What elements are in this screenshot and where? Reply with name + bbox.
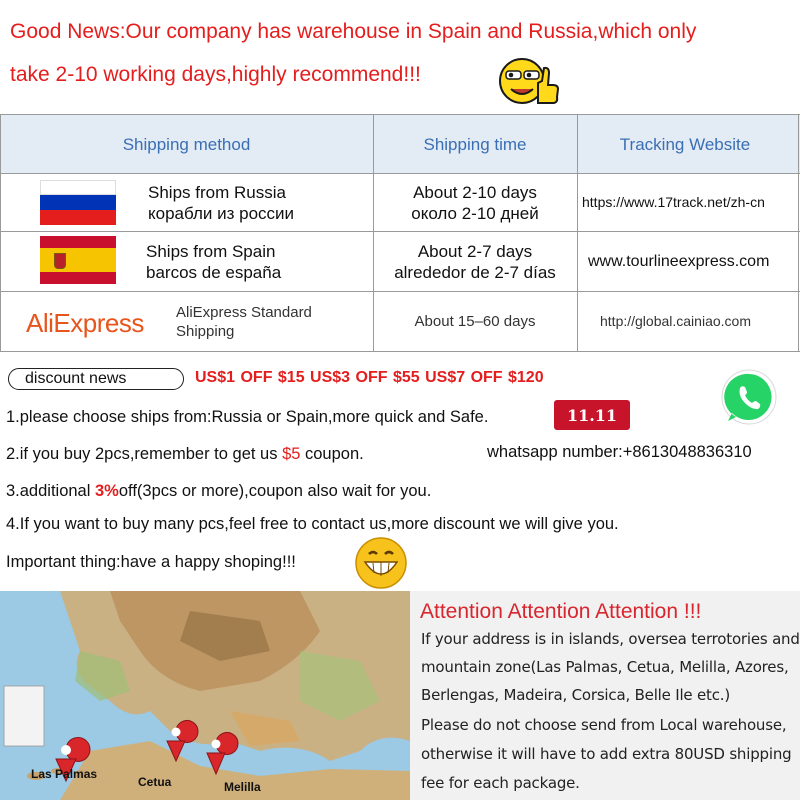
note-3: [6, 482, 431, 501]
method-cell: [148, 174, 294, 231]
method-line-1: AliExpress Standard: [176, 303, 312, 321]
tracking-link[interactable]: https://www.17track.net/zh-cn: [582, 194, 765, 210]
attention-line: fee for each package.: [421, 774, 580, 792]
time-line-2: alrededor de 2-7 días: [394, 262, 556, 282]
header-shipping-method: Shipping method: [122, 135, 251, 154]
attention-line: otherwise it will have to add extra 80USD shipping: [421, 745, 792, 763]
note-2: [6, 445, 364, 464]
method-cell: [146, 232, 281, 291]
attention-title: Attention Attention Attention !!!: [420, 600, 702, 623]
note-4: 4.If you want to buy many pcs,feel free to contact us,more discount we will give you.: [6, 515, 619, 533]
header-tracking-website: Tracking Website: [619, 135, 751, 154]
method-line-2: Shipping: [176, 322, 235, 340]
method-line-1: Ships from Spain: [146, 241, 276, 261]
note-3-percent: 3%: [95, 482, 119, 500]
thumbs-up-smiley-icon: [498, 53, 560, 109]
spain-flag-icon: [40, 236, 116, 284]
attention-line: Please do not choose send from Local warehouse,: [421, 716, 787, 734]
time-cell: [373, 174, 577, 231]
table-divider: [373, 114, 374, 352]
whatsapp-icon: [720, 368, 778, 426]
grinning-face-icon: [354, 536, 408, 590]
double-eleven-label: 11.11: [566, 405, 618, 425]
double-eleven-badge: [554, 400, 630, 430]
method-line-2: barcos de españa: [146, 262, 282, 282]
tracking-site-cell: [588, 232, 798, 291]
attention-line: Berlengas, Madeira, Corsica, Belle Ile etc.): [421, 686, 730, 704]
time-line-1: About 2-7 days: [417, 241, 533, 261]
note-2-prefix: 2.if you buy 2pcs,remember to get us: [6, 445, 283, 463]
time-line-1: About 15–60 days: [414, 313, 536, 330]
note-2-suffix: coupon.: [300, 445, 364, 463]
table-divider: [577, 114, 578, 352]
whatsapp-number: whatsapp number:+8613048836310: [487, 443, 752, 461]
method-line-1: Ships from Russia: [148, 182, 286, 202]
note-2-amount: $5: [282, 445, 301, 463]
map-label-cetua: Cetua: [138, 775, 172, 789]
discount-offers: US$1 OFF $15 US$3 OFF $55 US$7 OFF $120: [195, 369, 544, 386]
table-divider: [0, 114, 1, 352]
table-header-row: [0, 114, 800, 174]
time-cell: [373, 232, 577, 291]
attention-line: If your address is in islands, oversea terrotories and: [421, 630, 800, 648]
header-shipping-time: Shipping time: [423, 135, 527, 154]
table-row: [0, 174, 800, 232]
method-cell: [176, 292, 312, 351]
note-1: 1.please choose ships from:Russia or Spain,more quick and Safe.: [6, 408, 489, 426]
table-divider: [798, 114, 799, 352]
aliexpress-logo: AliExpress: [26, 308, 144, 338]
method-line-2: корабли из россии: [148, 203, 295, 223]
table-row: [0, 232, 800, 292]
note-3-prefix: 3.additional: [6, 482, 95, 500]
time-line-2: около 2-10 дней: [411, 203, 539, 223]
table-row: [0, 292, 800, 352]
time-cell: [373, 292, 577, 351]
tracking-site-cell: [582, 174, 798, 231]
headline-line-1: Good News:Our company has warehouse in Spain and Russia,which only: [10, 20, 697, 43]
headline-line-2: take 2-10 working days,highly recommend!!!: [10, 63, 421, 86]
tracking-link[interactable]: www.tourlineexpress.com: [588, 253, 770, 270]
discount-news-badge: discount news: [8, 368, 184, 390]
shipping-table: [0, 114, 800, 352]
attention-line: mountain zone(Las Palmas, Cetua, Melilla, Azores,: [421, 658, 789, 676]
tracking-link[interactable]: http://global.cainiao.com: [600, 313, 751, 329]
time-line-1: About 2-10 days: [413, 182, 537, 202]
map-label-las-palmas: Las Palmas: [31, 767, 98, 781]
tracking-site-cell: [600, 292, 798, 351]
russia-flag-icon: [40, 180, 116, 225]
note-5: Important thing:have a happy shoping!!!: [6, 553, 296, 571]
note-3-suffix: off(3pcs or more),coupon also wait for you.: [118, 482, 432, 500]
map-label-melilla: Melilla: [224, 780, 261, 794]
